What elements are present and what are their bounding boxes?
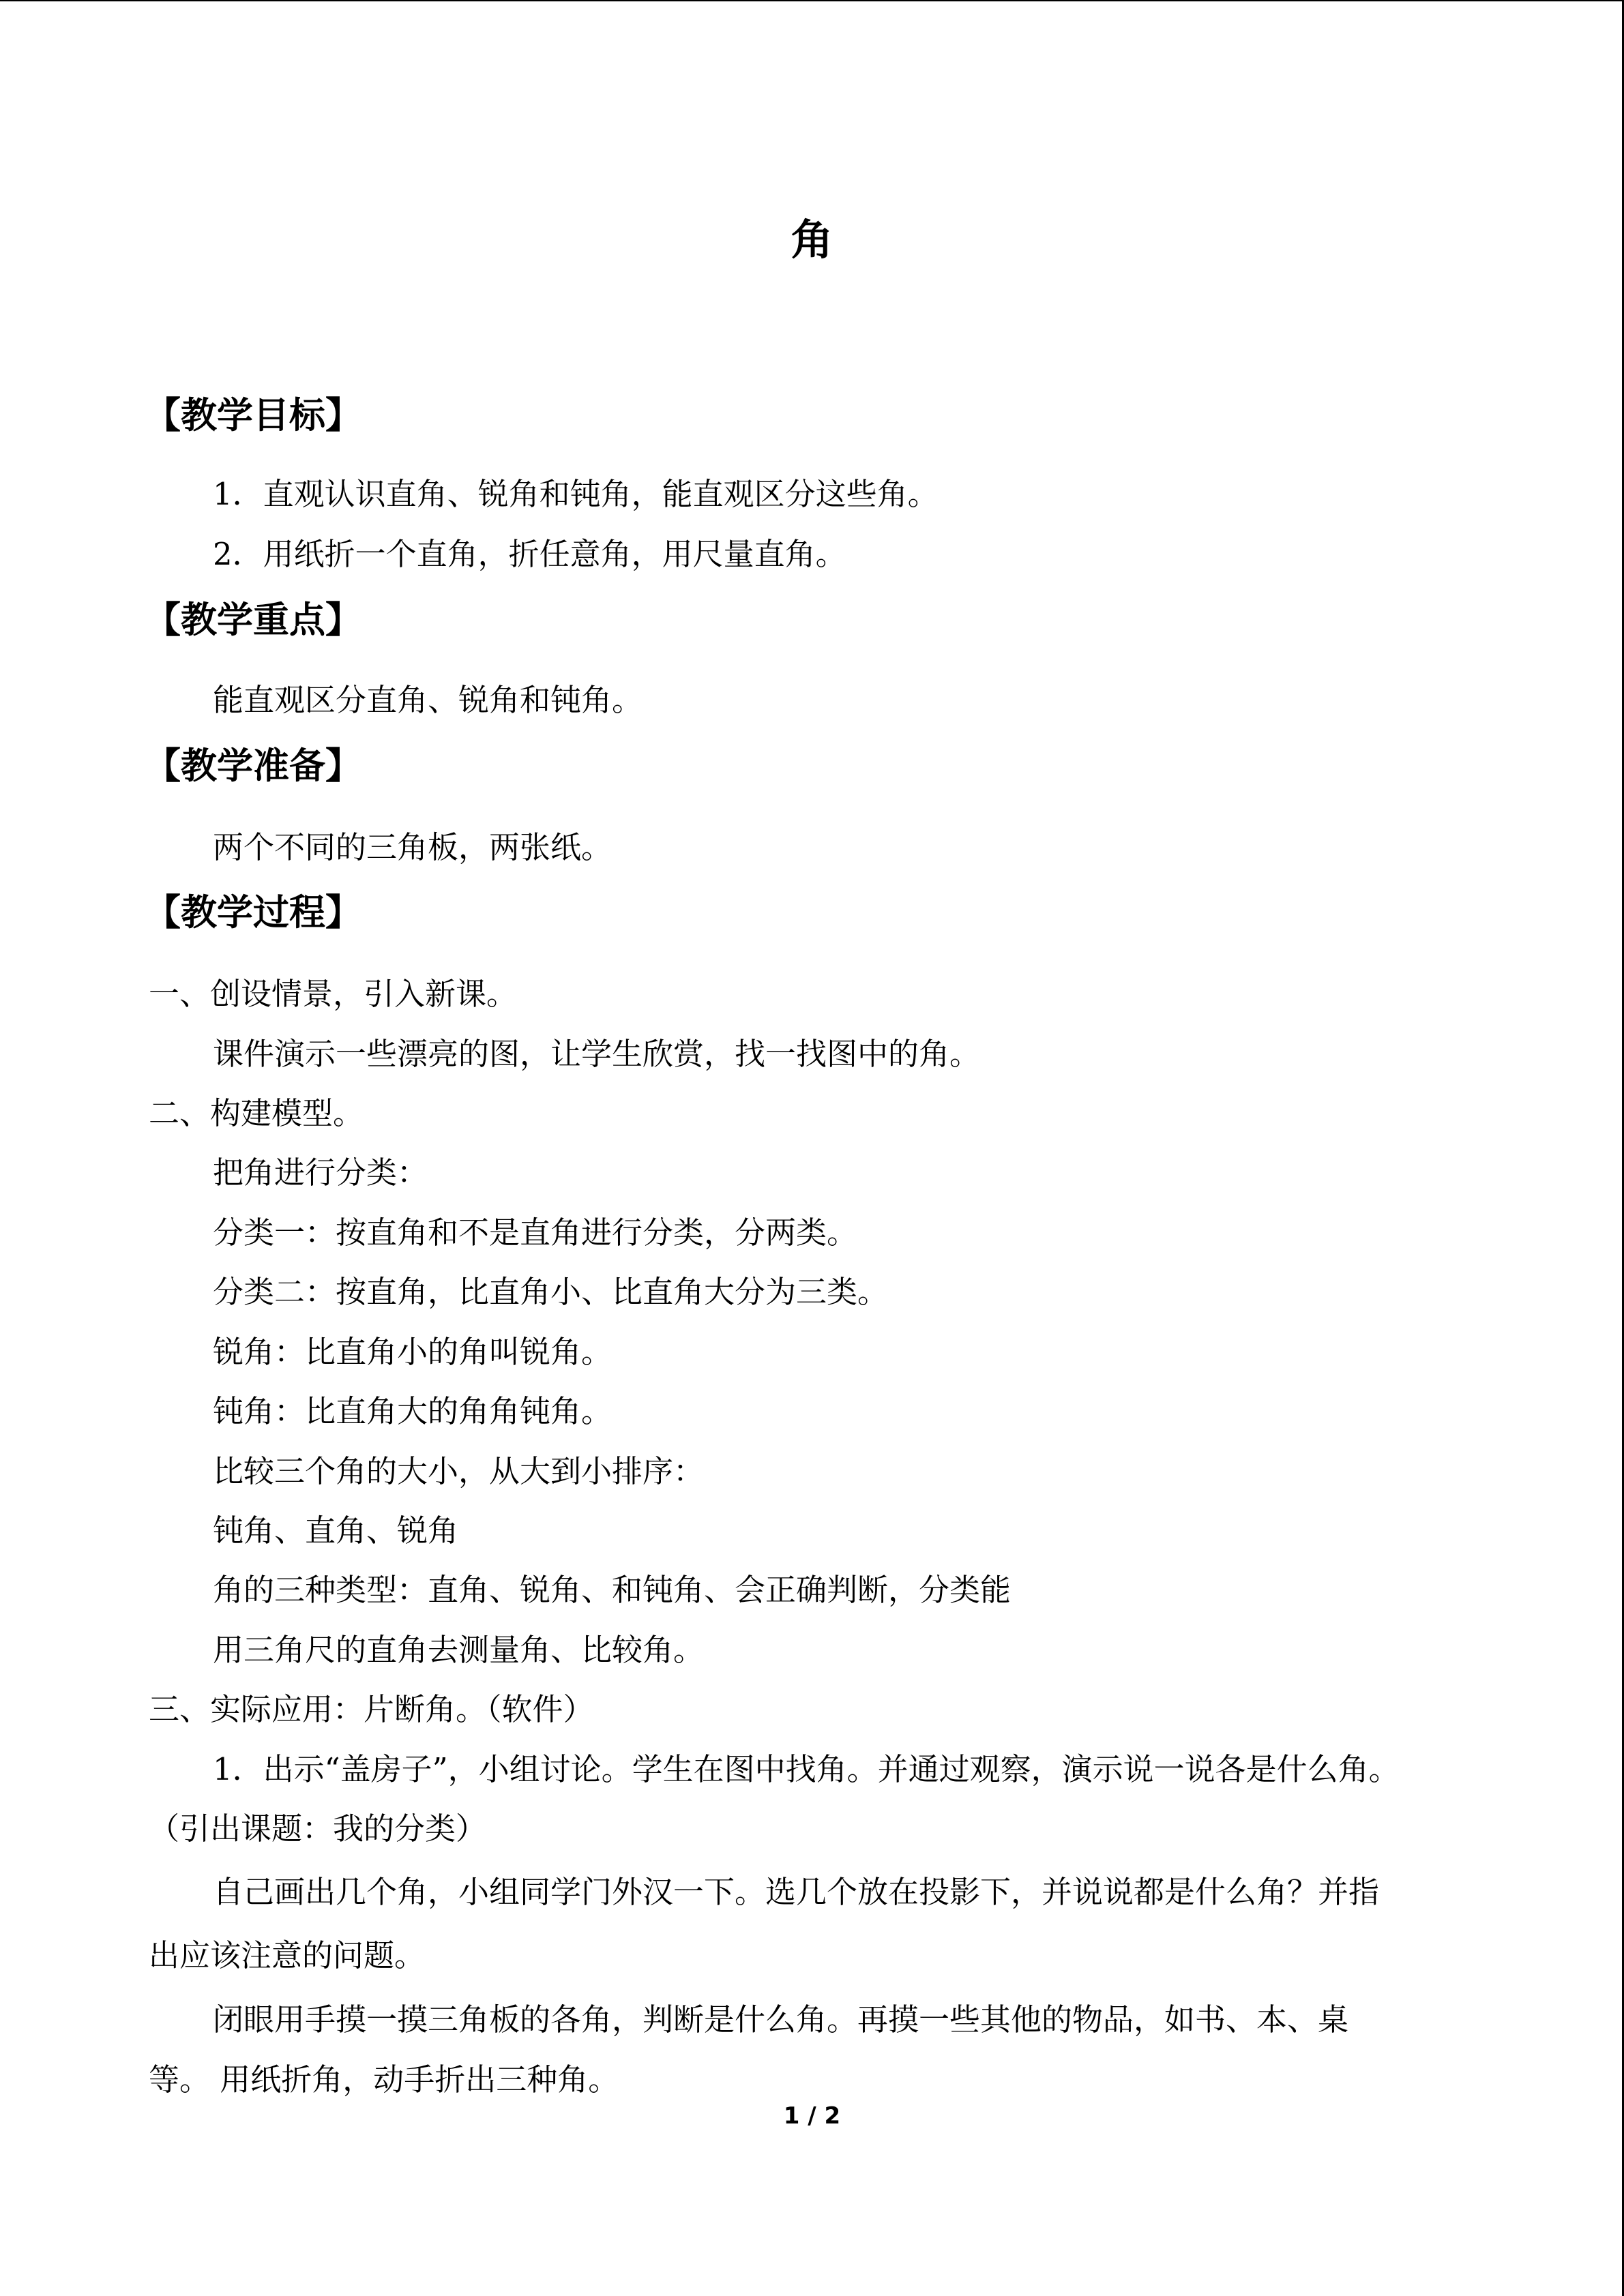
preparation-text: 两个不同的三角板，两张纸。: [213, 829, 612, 865]
process-line-6: 分类二：按直角，比直角小、比直角大分为三类。: [213, 1274, 889, 1310]
process-line-5: 分类一：按直角和不是直角进行分类，分两类。: [213, 1214, 858, 1251]
section-heading-process: 【教学过程】: [145, 892, 361, 934]
page-number: 1 / 2: [783, 2102, 841, 2130]
process-line-7: 锐角：比直角小的角叫锐角。: [213, 1334, 612, 1370]
process-line-15: （引出课题：我的分类）: [149, 1810, 487, 1847]
process-line-9: 比较三个角的大小，从大到小排序：: [213, 1453, 705, 1489]
objective-item-1: 1．直观认识直角、锐角和钝角，能直观区分这些角。: [213, 476, 939, 512]
objective-item-2: 2．用纸折一个直角，折任意角，用尺量直角。: [213, 536, 846, 572]
page-border-top: [0, 0, 1624, 1]
section-heading-key-points: 【教学重点】: [145, 599, 361, 641]
section-heading-objectives: 【教学目标】: [145, 395, 361, 436]
process-line-17: 出应该注意的问题。: [149, 1937, 426, 1973]
process-line-12: 用三角尺的直角去测量角、比较角。: [213, 1632, 705, 1668]
process-line-18: 闭眼用手摸一摸三角板的各角，判断是什么角。再摸一些其他的物品，如书、本、桌: [213, 2001, 1349, 2038]
section-heading-preparation: 【教学准备】: [145, 745, 361, 787]
document-title: 角: [791, 215, 833, 265]
process-line-4: 把角进行分类：: [213, 1154, 428, 1191]
process-line-10: 钝角、直角、锐角: [213, 1512, 459, 1549]
process-line-14: 1．出示“盖房子”，小组讨论。学生在图中找角。并通过观察，演示说一说各是什么角。: [213, 1751, 1400, 1787]
process-line-8: 钝角：比直角大的角角钝角。: [213, 1393, 612, 1429]
process-line-3: 二、构建模型。: [149, 1095, 364, 1131]
process-line-13: 三、实际应用：片断角。（软件）: [149, 1691, 594, 1727]
process-line-2: 课件演示一些漂亮的图，让学生欣赏，找一找图中的角。: [213, 1036, 981, 1072]
process-line-16: 自己画出几个角，小组同学门外汉一下。选几个放在投影下，并说说都是什么角？并指: [213, 1874, 1380, 1910]
process-line-1: 一、创设情景，引入新课。: [149, 976, 518, 1012]
key-points-text: 能直观区分直角、锐角和钝角。: [213, 682, 643, 718]
process-line-19: 等。 用纸折角，动手折出三种角。: [149, 2061, 619, 2098]
process-line-11: 角的三种类型：直角、锐角、和钝角、会正确判断，分类能: [213, 1572, 1012, 1608]
